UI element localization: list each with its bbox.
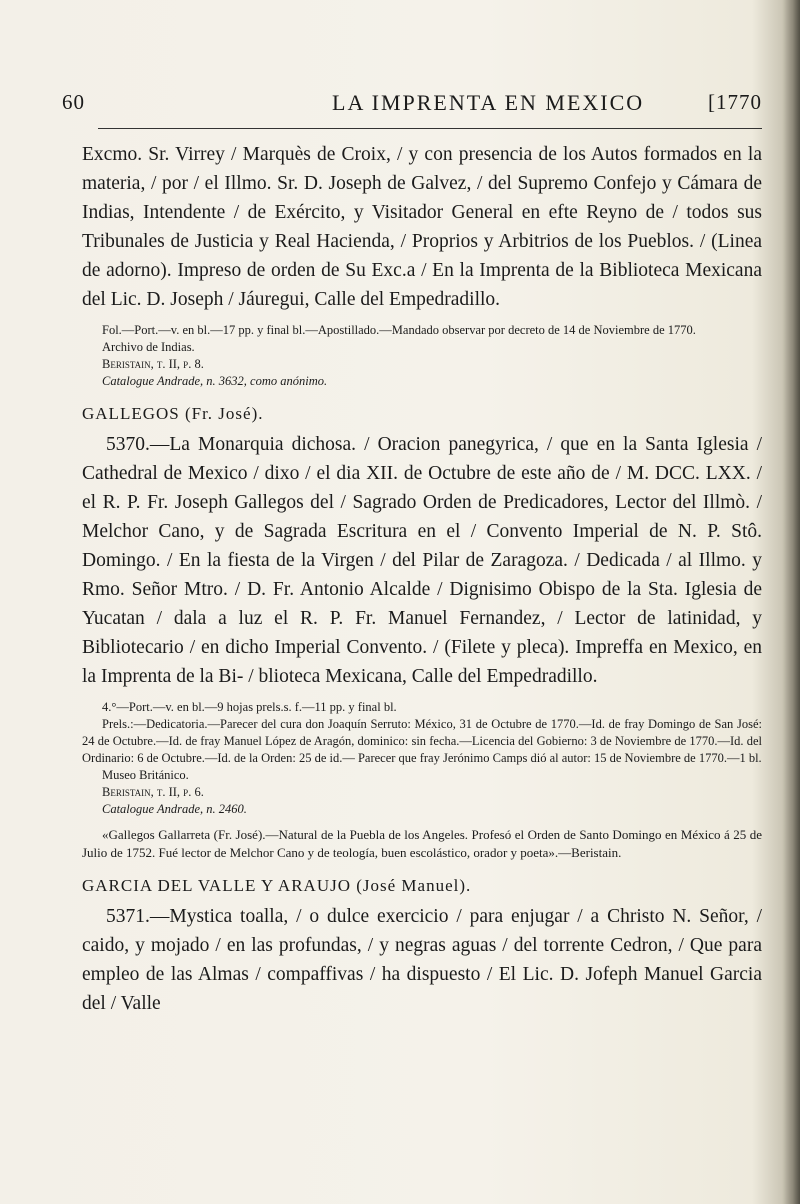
entry-5370-note: 4.°—Port.—v. en bl.—9 hojas prels.s. f.—11 pp. y final bl.: [102, 700, 397, 714]
entry-prev-note: [82, 373, 762, 390]
entry-5370-text: 5370.—La Monarquia dichosa. / Oracion panegyrica, / que en la Santa Iglesia / Cathedral de Mexico / dixo / el dia XII. de Octubre de este año de / M. DCC. LXX. / el R. P. Fr. Joseph Gallegos del / Sagrado Orden de Predicadores, Lector del Illmò. / Melchor Cano, y de Sagrada Escritura en el / Convento Imperial de N. P. Stô. Domingo. / En la fiesta de la Virgen / del Pilar de Zaragoza. / Dedicada / al Illmo. y Rmo. Señor Mtro. / D. Fr. Antonio Alcalde / Dignisimo Obispo de la Sta. Iglesia de Yucatan / dala a luz el R. P. Fr. Manuel Fernandez, / Lector de latinidad, y Bibliotecario / en dicho Imperial Convento. / (Filete y pleca). Impreffa en Mexico, en la Imprenta de la Bi- / blioteca Mexicana, Calle del Empedradillo.: [82, 434, 762, 687]
running-header: [62, 84, 762, 114]
running-year: [1770: [708, 90, 762, 114]
entry-prev-note: Beristain, t. II, p. 8.: [102, 357, 204, 371]
spacer: [82, 691, 762, 699]
entry-5370-note: Prels.:—Dedicatoria.—Parecer del cura don Joaquín Serruto: México, 31 de Octubre de 1770.—Id. de fray Domingo de San José: 24 de Octubre.—Id. de fray Manuel López de Aragón, dominico: sin fecha.—Licencia del Gobierno: 3 de Noviembre de 1770.—Id. del Ordinario: 6 de Octubre.—Id. de la Orden: 25 de id.— Parecer que fray Jerónimo Camps dió al autor: 15 de Noviembre de 1770.—1 bl.: [82, 717, 762, 765]
entry-prev-text: Excmo. Sr. Virrey / Marquès de Croix, / y con presencia de los Autos formados en la materia, / por / el Illmo. Sr. D. Joseph de Galvez, / del Supremo Confejo y Cámara de Indias, Intendente / de Exército, y Visitador General en efte Reyno de / todos sus Tribunales de Justicia y Real Hacienda, / Proprios y Arbitrios de los Pueblos. / (Linea de adorno). Impreso de orden de Su Exc.a / En la Imprenta de la Biblioteca Mexicana del Lic. D. Joseph / Jáuregui, Calle del Empedradillo.: [82, 144, 762, 310]
spacer: [82, 314, 762, 322]
entry-5370-note-italic: Catalogue Andrade, n. 2460.: [102, 802, 247, 816]
entry-5370-note: Museo Británico.: [102, 768, 189, 782]
entry-prev-note: Fol.—Port.—v. en bl.—17 pp. y final bl.—Apostillado.—Mandado observar por decreto de 14 de Noviembre de 1770.: [102, 323, 696, 337]
entry-5370-quote: «Gallegos Gallarreta (Fr. José).—Natural de la Puebla de los Angeles. Profesó el Orden de Santo Domingo en México á 25 de Julio de 1752. Fué lector de Melchor Cano y de teología, buen escolástico, orador y poeta».—Beristain.: [82, 827, 762, 860]
entry-5370-note: [82, 801, 762, 818]
page-number: 60: [62, 90, 85, 114]
entry-5371-heading: GARCIA DEL VALLE Y ARAUJO (José Manuel).: [82, 876, 472, 895]
entry-5370-heading: GALLEGOS (Fr. José).: [82, 404, 264, 423]
text-body: [82, 140, 762, 1018]
header-rule: [98, 128, 762, 129]
page-edge-shadow: [782, 0, 800, 1204]
entry-prev-note-italic: Catalogue Andrade, n. 3632, como anónimo.: [102, 374, 328, 388]
entry-5370-note: Beristain, t. II, p. 6.: [102, 785, 204, 799]
entry-5371-text: 5371.—Mystica toalla, / o dulce exercicio / para enjugar / a Christo N. Señor, / caido, y mojado / en las profundas, / y negras aguas / del torrente Cedron, / Que para empleo de las Almas / compaffivas / ha dispuesto / El Lic. D. Jofeph Manuel Garcia del / Valle: [82, 906, 762, 1014]
entry-prev-note: Archivo de Indias.: [102, 340, 195, 354]
running-title: LA IMPRENTA EN MEXICO: [332, 90, 645, 115]
spacer: [82, 818, 762, 826]
